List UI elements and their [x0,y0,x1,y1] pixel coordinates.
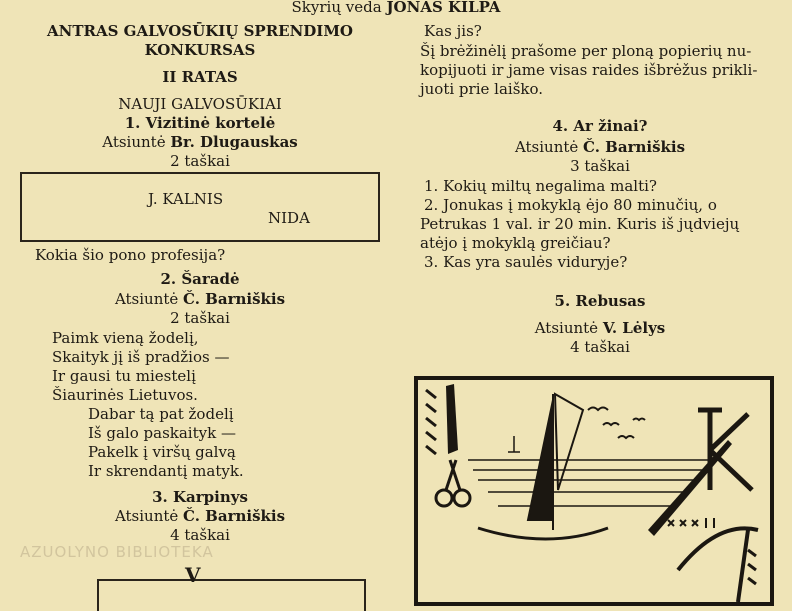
poem-line: Ir skrendantį matyk. [88,462,244,480]
puzzle-4-sender-line [420,138,780,156]
question-line: 3. Kas yra saulės viduryje? [424,253,628,271]
card-name: J. KALNIS [148,190,224,208]
puzzle-3-points: 4 taškai [170,526,230,544]
poem-line: Dabar tą pat žodelį [88,405,234,423]
scythe-icon [678,528,758,602]
sender-name: Č. Barniškis [183,290,286,308]
contest-title-line2: KONKURSAS [144,41,256,59]
cutout-frame [97,579,366,611]
poem-line: Paimk vieną žodelį, [52,329,199,347]
sailboat [478,394,608,539]
puzzle-2-points: 2 taškai [170,309,230,327]
question-line: Petrukas 1 val. ir 20 min. Kuris iš jųdviejų [420,215,740,233]
library-watermark: AZUOLYNO BIBLIOTEKA [20,543,214,561]
puzzle-2-sender-line [20,290,380,308]
puzzle-4-heading: 4. Ar žinai? [552,117,648,135]
visiting-card [20,172,380,242]
sender-name: V. Lėlys [602,319,666,337]
section-title: NAUJI GALVOSŪKIAI [118,95,282,113]
question-line: 2. Jonukas į mokyklą ėjo 80 minučių, o [424,196,717,214]
cutout-mark: V [185,563,201,587]
sent-prefix: Atsiuntė [114,507,179,525]
rebus-illustration [418,380,770,602]
sword-icon [648,440,732,536]
header-prefix: Skyrių veda [291,0,382,16]
intro-line: kopijuoti ir jame visas raides išbrėžus prikli- [420,61,758,79]
puzzle-1-points: 2 taškai [170,152,230,170]
sent-prefix: Atsiuntė [114,290,179,308]
puzzle-2-heading: 2. Šaradė [160,270,240,288]
sent-prefix: Atsiuntė [514,138,579,156]
puzzle-5-sender-line [420,319,780,337]
card-city: NIDA [268,209,310,227]
poem-line: Ir gausi tu miestelį [52,367,196,385]
intro-line: juoti prie laiško. [420,80,544,98]
tick-marks-left [426,390,436,454]
intro-line: Kas jis? [424,22,482,40]
poem-line: Šiaurinės Lietuvos. [52,386,198,404]
puzzle-5-heading: 5. Rebusas [554,292,646,310]
poem-line: Skaityk jį iš pradžios — [52,348,230,366]
tick-marks-right [748,550,756,584]
contest-title-line1: ANTRAS GALVOSŪKIŲ SPRENDIMO [46,22,353,40]
sent-prefix: Atsiuntė [534,319,599,337]
scissors-icon [436,460,470,506]
puzzle-1-heading: 1. Vizitinė kortelė [124,114,276,132]
sent-prefix: Atsiuntė [102,133,166,151]
puzzle-5-points: 4 taškai [570,338,630,356]
puzzle-3-heading: 3. Karpinys [152,488,248,506]
sender-name: Br. Dlugauskas [170,133,298,151]
poem-line: Pakelk į viršų galvą [88,443,236,461]
question-line: 1. Kokių miltų negalima malti? [424,177,657,195]
rebus-picture [414,376,774,606]
sender-name: Č. Barniškis [183,507,286,525]
knife-icon [446,384,458,454]
intro-line: Šį brėžinėlį prašome per ploną popierių nu- [420,42,752,60]
x-marks [668,518,714,528]
poem-line: Iš galo paskaityk — [88,424,236,442]
question-line: atėjo į mokyklą greičiau? [420,234,611,252]
round-title: II RATAS [162,68,238,86]
birds [588,408,645,439]
column-header [0,0,792,16]
card-question: Kokia šio pono profesija? [35,246,226,264]
puzzle-1-sender-line [20,133,380,151]
puzzle-3-sender-line [20,507,380,525]
sender-name: Č. Barniškis [583,138,686,156]
puzzle-4-points: 3 taškai [570,157,630,175]
small-boat [508,436,520,452]
editor-name: JONAS KILPA [386,0,501,16]
